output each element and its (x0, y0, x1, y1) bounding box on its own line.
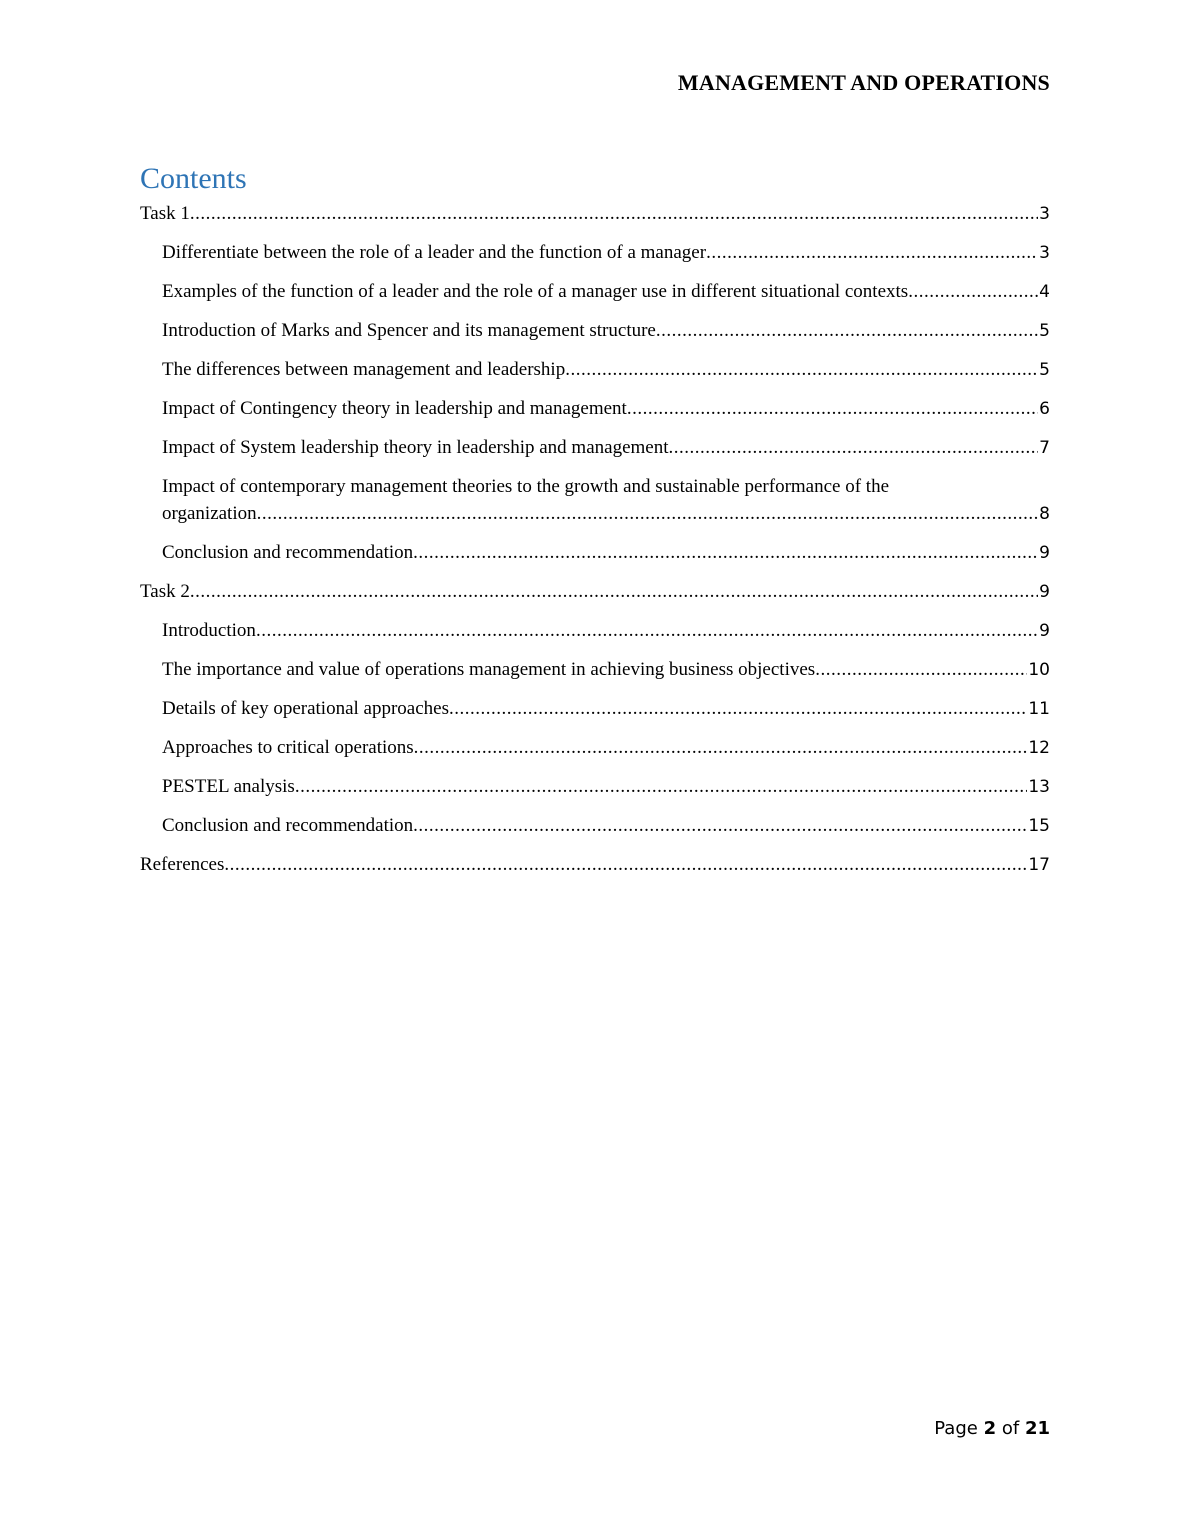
toc-heading: Contents (140, 162, 247, 195)
toc-entry-situational-contexts[interactable] (140, 278, 1050, 306)
toc-entry-label: Impact of Contingency theory in leadership and management (162, 398, 627, 419)
toc-entry-label: The importance and value of operations management in achieving business objectives (162, 659, 816, 680)
toc-entry-page: 3 (1039, 243, 1050, 263)
toc-entry-management-vs-leadership[interactable] (140, 356, 1050, 384)
toc-entry-page: 17 (1028, 855, 1050, 875)
dot-leader (565, 356, 1038, 383)
current-page-number: 2 (983, 1418, 997, 1439)
dot-leader (908, 278, 1038, 305)
toc-entry-task-2[interactable] (140, 578, 1050, 606)
toc-entry-operations-management[interactable] (140, 656, 1050, 684)
toc-entry-conclusion-task-2[interactable] (140, 812, 1050, 840)
toc-entry-page: 6 (1039, 399, 1050, 419)
dot-leader (413, 812, 1027, 839)
toc-entry-references[interactable] (140, 851, 1050, 879)
toc-entry-page: 9 (1039, 582, 1050, 602)
toc-entry-page: 4 (1039, 282, 1050, 302)
toc-entry-label: Examples of the function of a leader and the role of a manager use in different situational contexts (162, 281, 909, 302)
toc-entry-label: Task 1 (140, 203, 190, 224)
toc-entry-task-1[interactable] (140, 200, 1050, 228)
toc-entry-marks-and-spencer[interactable] (140, 317, 1050, 345)
dot-leader (656, 317, 1038, 344)
toc-entry-system-leadership-theory[interactable] (140, 434, 1050, 462)
dot-leader (190, 200, 1038, 227)
dot-leader (256, 617, 1038, 644)
table-of-contents (140, 200, 1050, 890)
of-word: of (1001, 1418, 1020, 1439)
toc-entry-label: Impact of System leadership theory in leadership and management (162, 437, 669, 458)
toc-entry-label: PESTEL analysis (162, 776, 295, 797)
dot-leader (669, 434, 1039, 461)
toc-entry-page: 11 (1028, 699, 1050, 719)
dot-leader (190, 578, 1038, 605)
toc-entry-page: 5 (1039, 360, 1050, 380)
page-word: Page (934, 1418, 978, 1439)
page-footer (934, 1418, 1050, 1439)
toc-entry-label: The differences between management and leadership (162, 359, 566, 380)
toc-entry-contingency-theory[interactable] (140, 395, 1050, 423)
dot-leader (257, 500, 1039, 527)
toc-entry-leader-vs-manager[interactable] (140, 239, 1050, 267)
dot-leader (414, 734, 1028, 761)
toc-entry-label: Details of key operational approaches (162, 698, 449, 719)
dot-leader (295, 773, 1028, 800)
toc-entry-page: 13 (1028, 777, 1050, 797)
toc-entry-page: 15 (1028, 816, 1050, 836)
toc-entry-conclusion-task-1[interactable] (140, 539, 1050, 567)
running-header: MANAGEMENT AND OPERATIONS (677, 70, 1050, 95)
toc-entry-pestel-analysis[interactable] (140, 773, 1050, 801)
toc-entry-operational-approaches[interactable] (140, 695, 1050, 723)
toc-entry-label: Approaches to critical operations (162, 737, 414, 758)
dot-leader (815, 656, 1027, 683)
toc-entry-page: 9 (1039, 543, 1050, 563)
toc-entry-label: Introduction of Marks and Spencer and its management structure (162, 320, 656, 341)
toc-entry-label: Conclusion and recommendation (162, 815, 414, 836)
toc-entry-label-line1: Impact of contemporary management theories to the growth and sustainable performance of the (162, 476, 890, 497)
dot-leader (627, 395, 1038, 422)
toc-entry-page: 7 (1039, 438, 1050, 458)
toc-entry-page: 3 (1039, 204, 1050, 224)
toc-entry-label: Introduction (162, 620, 256, 641)
dot-leader (413, 539, 1038, 566)
dot-leader (449, 695, 1027, 722)
toc-entry-page: 10 (1028, 660, 1050, 680)
toc-entry-label: Differentiate between the role of a leader and the function of a manager (162, 242, 707, 263)
total-pages-number: 21 (1024, 1418, 1050, 1439)
toc-entry-page: 9 (1039, 621, 1050, 641)
toc-entry-label: organization (162, 503, 257, 524)
dot-leader (706, 239, 1038, 266)
toc-entry-label: Conclusion and recommendation (162, 542, 414, 563)
toc-entry-label: References (140, 854, 225, 875)
dot-leader (224, 851, 1027, 878)
toc-entry-contemporary-theories[interactable] (140, 473, 1050, 528)
toc-entry-label: Task 2 (140, 581, 190, 602)
toc-entry-critical-operations[interactable] (140, 734, 1050, 762)
toc-entry-page: 12 (1028, 738, 1050, 758)
toc-entry-introduction[interactable] (140, 617, 1050, 645)
toc-entry-page: 8 (1039, 504, 1050, 524)
toc-entry-page: 5 (1039, 321, 1050, 341)
